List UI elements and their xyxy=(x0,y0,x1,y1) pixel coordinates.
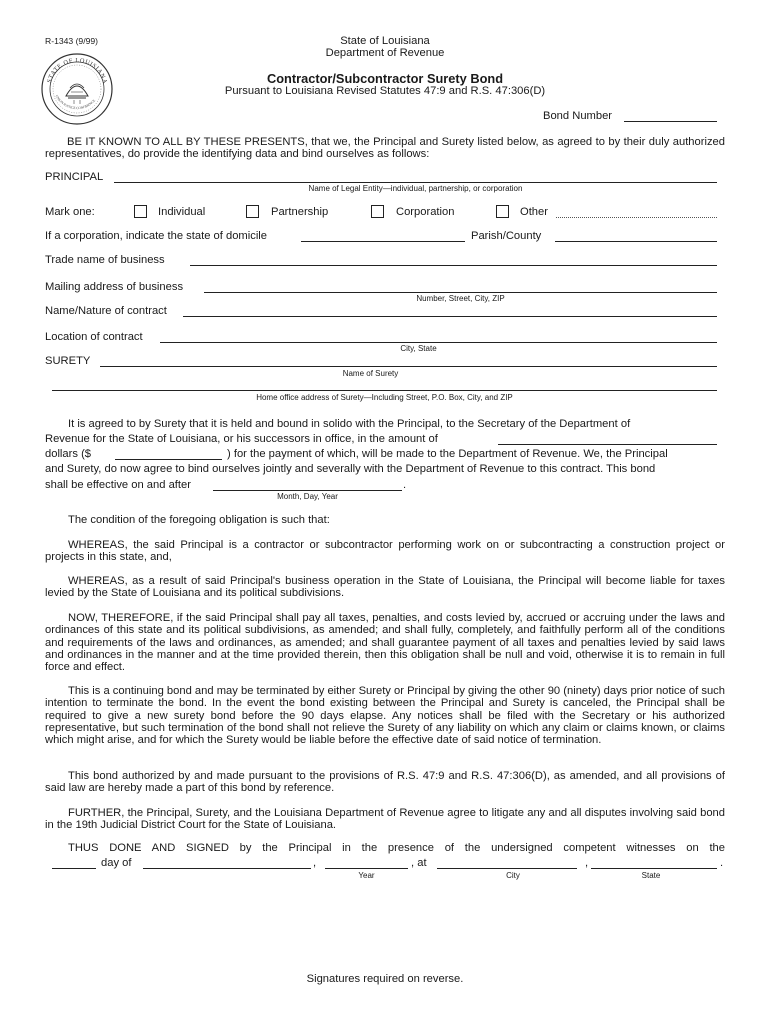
surety-field[interactable] xyxy=(100,366,717,367)
contract-label: Name/Nature of contract xyxy=(45,305,167,317)
footer-note: Signatures required on reverse. xyxy=(306,973,464,985)
whereas-2: WHEREAS, as a result of said Principal's business operation in the State of Louisiana, the Principal will become liable for taxes levied by the State of Louisiana and its political subdivisions. xyxy=(45,575,725,600)
intro-paragraph: BE IT KNOWN TO ALL BY THESE PRESENTS, that we, the Principal and Surety listed below, as agreed to by their duly authorized representatives, do provide the identifying data and bind ourselves as follows: xyxy=(45,136,725,161)
agreement-line-4: and Surety, do now agree to bind ourselves jointly and severally with the Department of Revenue to this contract. This bond xyxy=(45,463,656,475)
form-id: R-1343 (9/99) xyxy=(45,36,99,46)
home-office-caption: Home office address of Surety—Including Street, P.O. Box, City, and ZIP xyxy=(256,393,513,402)
month-field[interactable] xyxy=(143,868,311,869)
individual-label: Individual xyxy=(158,206,206,218)
parish-label: Parish/County xyxy=(471,230,542,242)
home-office-field[interactable] xyxy=(52,390,717,391)
parish-field[interactable] xyxy=(555,241,717,242)
now-therefore: NOW, THEREFORE, if the said Principal shall pay all taxes, penalties, and costs levied by, accrued or accruing under the laws and ordinances of this state and its political subdivisions, as amended; and shall fully, completely, and faithfully perform all of the conditions and requirements of the laws and ordinances, as amended; and shall guarantee payment of all taxes and penalties levied by said laws and ordinances in the manner and at the time provided therein, then this obligation shall be null and void, otherwise it is to remain in full force and effect. xyxy=(45,612,725,674)
state-caption: State xyxy=(641,871,661,880)
state-field[interactable] xyxy=(591,868,717,869)
comma-2: , xyxy=(585,857,589,869)
bond-number-field[interactable] xyxy=(624,121,717,122)
at-label: , at xyxy=(411,857,427,869)
principal-caption: Name of Legal Entity—individual, partnership, or corporation xyxy=(308,184,523,193)
seal-inner-text: UNION JUSTICE CONFIDENCE xyxy=(54,94,97,111)
continuing-bond: This is a continuing bond and may be terminated by either Surety or Principal by giving the other 90 (ninety) days prior notice of such intention to terminate the bond. In the event the bond existing between the Principal and Surety is canceled, the Principal shall be required to give a new surety bond before the 90 days elapse. Any notices shall be filed with the Secretary or his authorized representative, but such termination of the bond shall not relieve the Surety of any liability on which any claim or claims known, or claims which might arise, and for which the Surety would be liable before the effective date of said notice of termination. xyxy=(45,685,725,747)
further-text: FURTHER, the Principal, Surety, and the Louisiana Department of Revenue agree to litigate any and all disputes involving said bond in the 19th Judicial District Court for the State of Louisiana. xyxy=(45,807,725,832)
agreement-line-3: ) for the payment of which, will be made to the Department of Revenue. We, the Principal xyxy=(227,448,668,460)
principal-label: PRINCIPAL xyxy=(45,171,104,183)
individual-checkbox[interactable] xyxy=(134,205,147,218)
domicile-field[interactable] xyxy=(301,241,465,242)
contract-field[interactable] xyxy=(183,316,717,317)
other-label: Other xyxy=(520,206,548,218)
location-field[interactable] xyxy=(160,342,717,343)
day-field[interactable] xyxy=(52,868,96,869)
svg-text:UNION JUSTICE CONFIDENCE xyxy=(55,94,97,110)
trade-name-label: Trade name of business xyxy=(45,254,165,266)
effective-label: shall be effective on and after xyxy=(45,479,191,491)
state-seal-icon xyxy=(40,52,114,126)
partnership-label: Partnership xyxy=(271,206,329,218)
location-label: Location of contract xyxy=(45,331,143,343)
amount-dollars-field[interactable] xyxy=(115,459,222,460)
condition-text: The condition of the foregoing obligation is such that: xyxy=(68,514,330,526)
thus-done-text: THUS DONE AND SIGNED by the Principal in the presence of the undersigned competent witnesses on the xyxy=(68,842,725,854)
effective-period: . xyxy=(403,479,407,491)
comma-1: , xyxy=(313,857,317,869)
department-name: Department of Revenue xyxy=(325,47,445,59)
effective-date-field[interactable] xyxy=(213,490,402,491)
agreement-line-2: Revenue for the State of Louisiana, or his successors in office, in the amount of xyxy=(45,433,438,445)
surety-caption: Name of Surety xyxy=(342,369,399,378)
period: . xyxy=(720,857,724,869)
bond-number-label: Bond Number xyxy=(543,110,613,122)
mark-one-label: Mark one: xyxy=(45,206,95,218)
year-field[interactable] xyxy=(325,868,408,869)
form-subtitle: Pursuant to Louisiana Revised Statutes 47:9 and R.S. 47:306(D) xyxy=(224,85,546,97)
partnership-checkbox[interactable] xyxy=(246,205,259,218)
authorized-text: This bond authorized by and made pursuant to the provisions of R.S. 47:9 and R.S. 47:306(D), as amended, and all provisions of said law are hereby made a part of this bond by reference. xyxy=(45,770,725,795)
dollars-label: dollars ($ xyxy=(45,448,92,460)
amount-words-field[interactable] xyxy=(498,444,717,445)
day-of-label: day of xyxy=(101,857,132,869)
domicile-label: If a corporation, indicate the state of domicile xyxy=(45,230,268,242)
city-caption: City xyxy=(506,871,520,880)
mailing-label: Mailing address of business xyxy=(45,281,184,293)
agreement-line-1: It is agreed to by Surety that it is held and bound in solido with the Principal, to the Secretary of the Department of xyxy=(68,418,631,430)
other-field[interactable] xyxy=(556,217,717,218)
surety-label: SURETY xyxy=(45,355,91,367)
form-title: Contractor/Subcontractor Surety Bond xyxy=(266,71,504,86)
corporation-checkbox[interactable] xyxy=(371,205,384,218)
city-field[interactable] xyxy=(437,868,577,869)
mailing-caption: Number, Street, City, ZIP xyxy=(416,294,505,303)
year-caption: Year xyxy=(358,871,375,880)
corporation-label: Corporation xyxy=(396,206,455,218)
date-caption: Month, Day, Year xyxy=(277,492,338,501)
other-checkbox[interactable] xyxy=(496,205,509,218)
trade-name-field[interactable] xyxy=(190,265,717,266)
mailing-field[interactable] xyxy=(204,292,717,293)
seal-outer-text: STATE OF LOUISIANA xyxy=(45,56,109,85)
principal-field[interactable] xyxy=(114,182,717,183)
location-caption: City, State xyxy=(400,344,437,353)
whereas-1: WHEREAS, the said Principal is a contractor or subcontractor performing work on or subcontracting a construction project or projects in this state, and, xyxy=(45,539,725,564)
state-name: State of Louisiana xyxy=(340,35,430,47)
